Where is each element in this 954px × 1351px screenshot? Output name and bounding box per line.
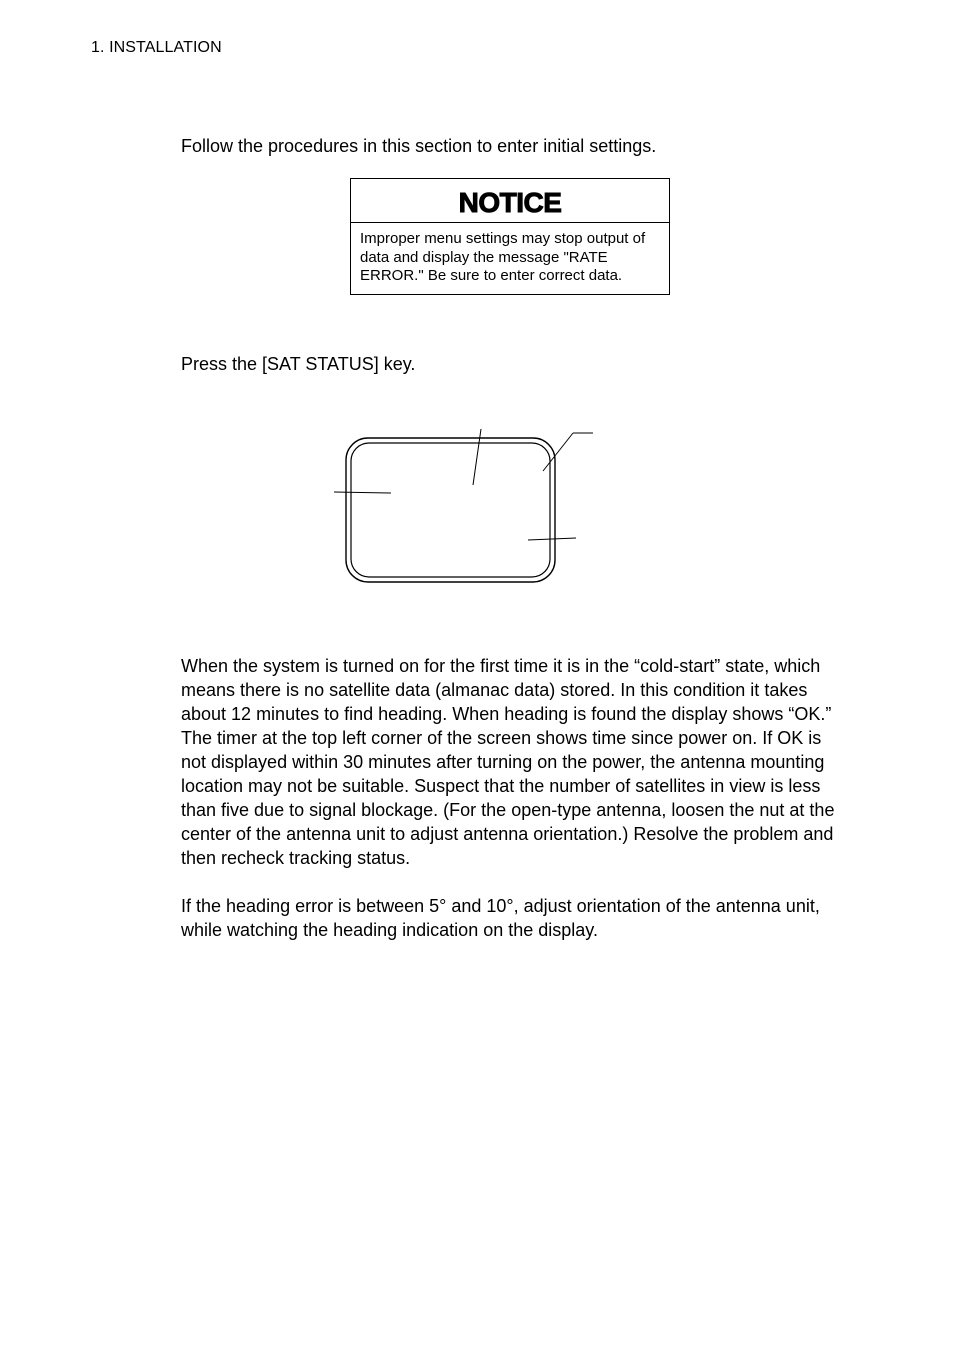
notice-text: Improper menu settings may stop output of data and display the message "RATE ERROR." Be sure to enter correct data. (360, 230, 646, 284)
step-instruction: Press the [SAT STATUS] key. (181, 354, 416, 374)
callout-line-left (334, 492, 391, 493)
notice-box (350, 178, 670, 295)
intro-paragraph: Follow the procedures in this section to enter initial settings. (181, 136, 657, 156)
display-screen-figure (320, 420, 610, 590)
running-header: 1. INSTALLATION (91, 39, 222, 56)
screen-inner-frame (351, 443, 550, 577)
body-paragraph: If the heading error is between 5° and 10°, adjust orientation of the antenna unit, while watching the heading indication on the display. (181, 896, 820, 940)
callout-line-bottom-right (528, 538, 576, 540)
body-paragraph: When the system is turned on for the first time it is in the “cold-start” state, which means there is no satellite data (almanac data) stored. In this condition it takes about 12 minutes to find heading. When heading is found the display shows “OK.” The timer at the top left corner of the screen shows time since power on. If OK is not displayed within 30 minutes after turning on the power, the antenna mounting location may not be suitable. Suspect that the number of satellites in view is less than five due to signal blockage. (For the open-type antenna, loosen the nut at the center of the antenna unit to adjust antenna orientation.) Resolve the problem and then recheck tracking status. (181, 656, 835, 868)
screen-outer-frame (346, 438, 555, 582)
notice-title: NOTICE (351, 179, 669, 223)
